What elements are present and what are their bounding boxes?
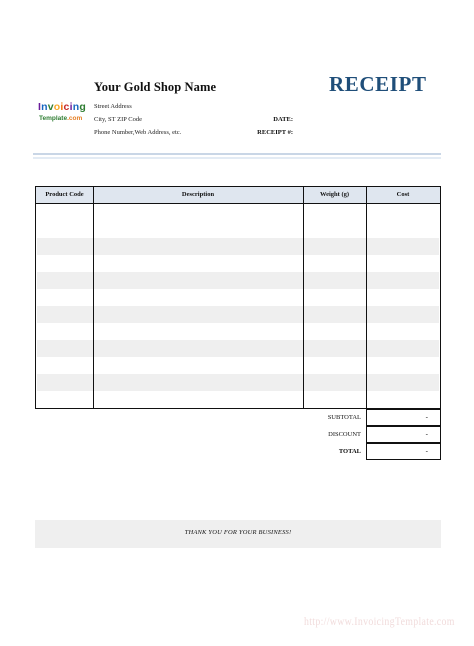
discount-label: DISCOUNT [328,431,361,438]
contact-info: Phone Number,Web Address, etc. [94,129,182,136]
header-divider-shadow [33,157,441,159]
column-divider [93,187,94,408]
street-address: Street Address [94,103,132,110]
logo-letter: I [38,101,42,113]
column-header-cost: Cost [396,191,410,198]
receipt-title: RECEIPT [329,72,427,96]
logo-letter: i [69,101,73,113]
date-label: DATE: [273,116,293,123]
logo-letter: c [63,101,70,113]
logo-letter: g [79,101,86,113]
column-divider [366,187,367,408]
logo-letter: n [72,101,80,113]
logo-letter: i [60,101,64,113]
city-state-zip: City, ST ZIP Code [94,116,142,123]
logo-sub: Template [39,115,68,122]
subtotal-box[interactable] [366,409,441,426]
column-divider [303,187,304,408]
logo-wordmark [38,101,86,113]
column-header-product-code: Product Code [45,191,84,198]
total-box[interactable] [366,443,441,460]
thank-you-message: THANK YOU FOR YOUR BUSINESS! [184,529,292,536]
invoicing-template-logo [38,101,92,127]
table-row[interactable] [37,238,439,255]
shop-name: Your Gold Shop Name [94,80,217,94]
total-value: - [425,447,428,455]
discount-value: - [425,430,428,438]
discount-box[interactable] [366,426,441,443]
subtotal-label: SUBTOTAL [327,414,361,421]
logo-subtext [39,115,82,122]
column-header-description: Description [181,191,215,198]
table-row[interactable] [37,306,439,323]
table-row[interactable] [37,272,439,289]
table-row[interactable] [37,374,439,391]
column-header-weight: Weight (g) [319,191,350,198]
watermark-url: http://www.InvoicingTemplate.com [304,614,455,628]
subtotal-value: - [425,413,428,421]
header-divider [33,153,441,155]
items-table [35,186,441,409]
thank-you-band [35,520,441,548]
logo-letter: n [41,101,48,113]
logo-sub-suffix: .com [67,115,83,122]
total-label: TOTAL [338,448,361,455]
table-header [36,187,440,204]
table-row[interactable] [37,340,439,357]
receipt-number-label: RECEIPT #: [257,129,293,136]
logo-letter: o [53,101,61,113]
logo-letter: v [47,101,54,113]
